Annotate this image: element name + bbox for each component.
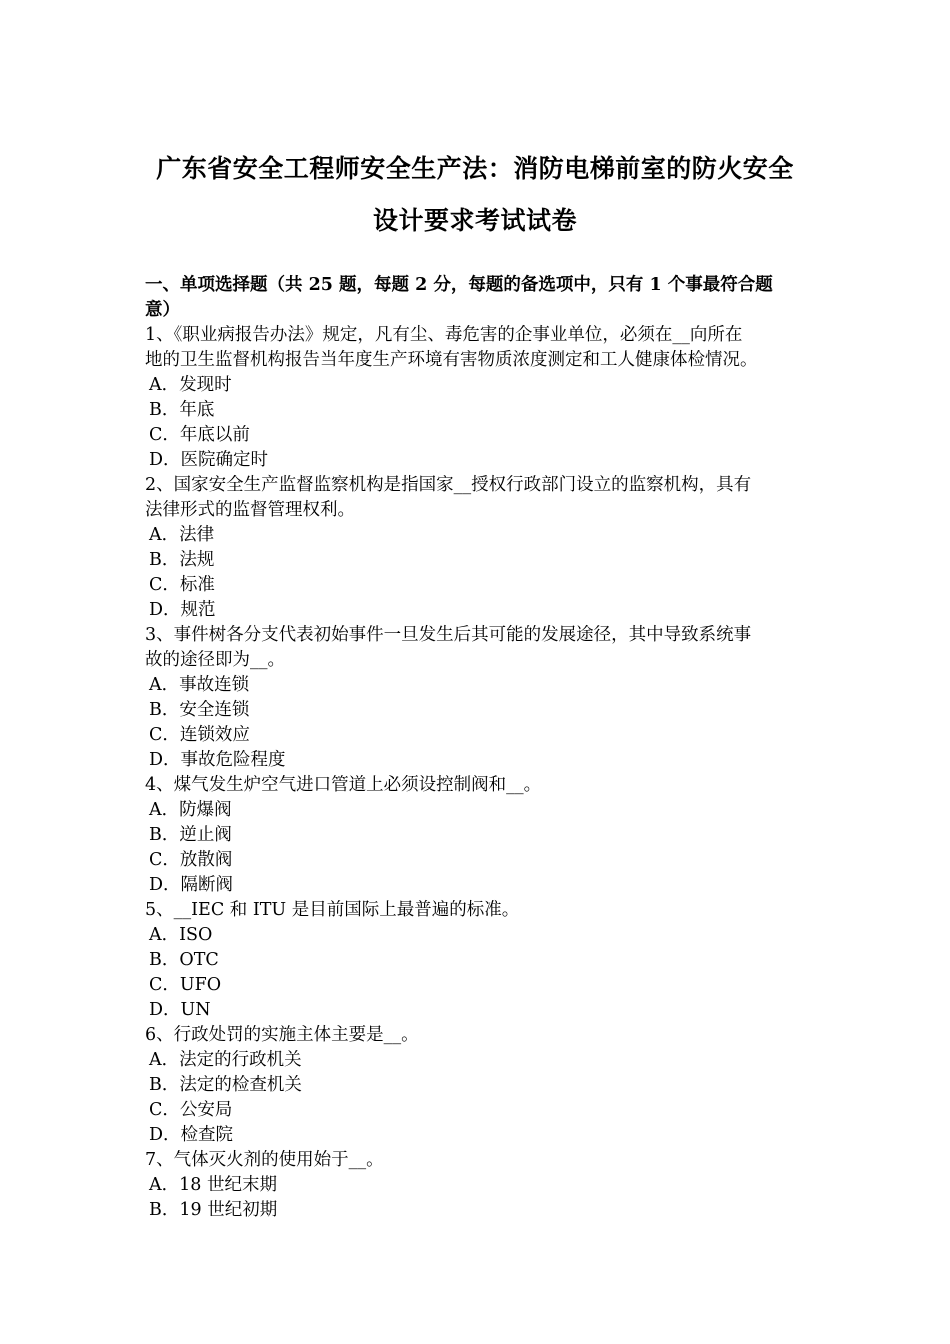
question-text-line: 7、气体灭火剂的使用始于__。 bbox=[145, 1150, 384, 1170]
question-text-line: 4、煤气发生炉空气进口管道上必须设控制阀和__。 bbox=[145, 775, 542, 795]
option-c: C．UFO bbox=[149, 975, 222, 995]
question-2 bbox=[145, 473, 807, 623]
option-a: A．ISO bbox=[149, 925, 213, 945]
question-7 bbox=[145, 1148, 807, 1223]
section-heading-line-1: 一、单项选择题（共 25 题，每题 2 分，每题的备选项中，只有 1 个事最符合题 bbox=[145, 275, 773, 295]
option-d: D．检查院 bbox=[149, 1125, 234, 1145]
option-b: B．逆止阀 bbox=[149, 825, 232, 845]
option-c: C．标准 bbox=[149, 575, 215, 595]
option-d: D．隔断阀 bbox=[149, 875, 234, 895]
section-heading-line-2: 意） bbox=[145, 300, 180, 320]
option-c: C．放散阀 bbox=[149, 850, 233, 870]
option-b: B．法规 bbox=[149, 550, 215, 570]
question-text-line: 1、《职业病报告办法》规定，凡有尘、毒危害的企事业单位，必须在__向所在 bbox=[145, 325, 743, 345]
question-text-line: 3、事件树各分支代表初始事件一旦发生后其可能的发展途径，其中导致系统事 bbox=[145, 625, 752, 645]
option-a: A．发现时 bbox=[149, 375, 232, 395]
option-d: D．医院确定时 bbox=[149, 450, 269, 470]
option-a: A．18 世纪末期 bbox=[149, 1175, 277, 1195]
option-d: D．规范 bbox=[149, 600, 216, 620]
option-d: D．事故危险程度 bbox=[149, 750, 286, 770]
question-text-line: 法律形式的监督管理权利。 bbox=[145, 500, 355, 520]
option-c: C．年底以前 bbox=[149, 425, 250, 445]
option-a: A．事故连锁 bbox=[149, 675, 250, 695]
question-6 bbox=[145, 1023, 807, 1148]
option-c: C．连锁效应 bbox=[149, 725, 250, 745]
option-d: D．UN bbox=[149, 1000, 211, 1020]
document-title-line-2: 设计要求考试试卷 bbox=[372, 206, 577, 235]
option-a: A．法定的行政机关 bbox=[149, 1050, 302, 1070]
question-4 bbox=[145, 773, 807, 898]
option-c: C．公安局 bbox=[149, 1100, 233, 1120]
question-1 bbox=[145, 323, 807, 473]
option-b: B．19 世纪初期 bbox=[149, 1200, 278, 1220]
document-title-line-1: 广东省安全工程师安全生产法：消防电梯前室的防火安全 bbox=[156, 154, 794, 183]
question-text-line: 地的卫生监督机构报告当年度生产环境有害物质浓度测定和工人健康体检情况。 bbox=[145, 350, 758, 370]
question-text-line: 6、行政处罚的实施主体主要是__。 bbox=[145, 1025, 419, 1045]
question-text-line: 2、国家安全生产监督监察机构是指国家__授权行政部门设立的监察机构，具有 bbox=[145, 475, 752, 495]
option-b: B．年底 bbox=[149, 400, 215, 420]
question-3 bbox=[145, 623, 807, 773]
option-b: B．安全连锁 bbox=[149, 700, 250, 720]
question-text-line: 故的途径即为__。 bbox=[145, 650, 285, 670]
question-text-line: 5、__IEC 和 ITU 是目前国际上最普遍的标准。 bbox=[145, 900, 520, 920]
option-b: B．法定的检查机关 bbox=[149, 1075, 302, 1095]
option-a: A．防爆阀 bbox=[149, 800, 232, 820]
option-b: B．OTC bbox=[149, 950, 219, 970]
option-a: A．法律 bbox=[149, 525, 215, 545]
question-5 bbox=[145, 898, 807, 1023]
exam-content bbox=[145, 273, 807, 1223]
